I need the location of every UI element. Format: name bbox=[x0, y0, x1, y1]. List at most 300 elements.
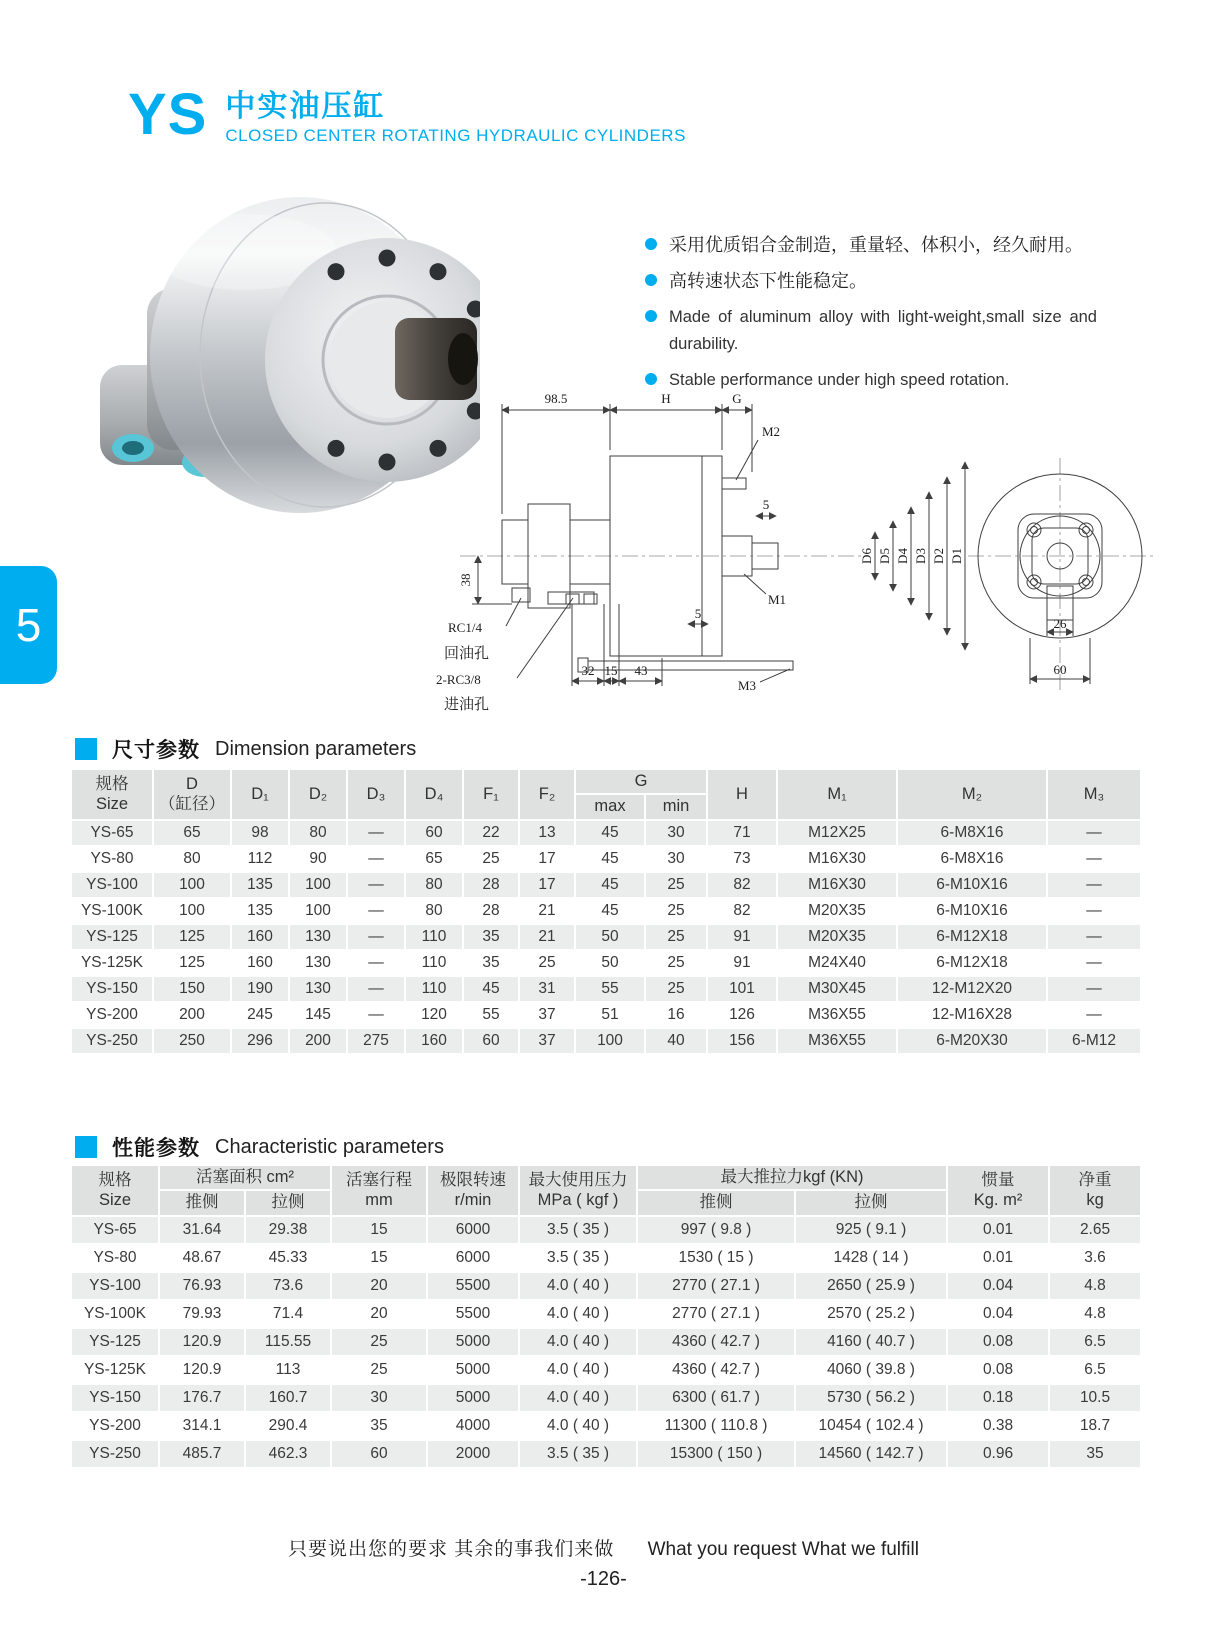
col-d3: D₃ bbox=[347, 769, 405, 820]
table-cell: — bbox=[1047, 950, 1141, 976]
table-cell: 18.7 bbox=[1049, 1412, 1141, 1440]
table-cell: 55 bbox=[463, 1002, 519, 1028]
table-cell: 51 bbox=[575, 1002, 645, 1028]
dim-D6: D6 bbox=[859, 548, 874, 564]
table-cell: 2.65 bbox=[1049, 1216, 1141, 1244]
table-cell: 4.8 bbox=[1049, 1272, 1141, 1300]
series-titles bbox=[225, 86, 686, 148]
table-cell: 4.0 ( 40 ) bbox=[519, 1300, 637, 1328]
table-row bbox=[71, 1440, 1141, 1468]
row-size-label: YS-200 bbox=[71, 1002, 153, 1028]
port-return-name: 回油孔 bbox=[444, 645, 490, 662]
table-cell: 3.6 bbox=[1049, 1244, 1141, 1272]
table-cell: 25 bbox=[331, 1328, 427, 1356]
table-cell: 13 bbox=[519, 820, 575, 846]
section-title-en: Dimension parameters bbox=[215, 737, 417, 760]
table-cell: 48.67 bbox=[159, 1244, 245, 1272]
table-cell: 45 bbox=[463, 976, 519, 1002]
dim-15: 15 bbox=[604, 663, 618, 678]
table-cell: 4160 ( 40.7 ) bbox=[795, 1328, 947, 1356]
table-cell: 25 bbox=[645, 872, 707, 898]
table-cell: 160.7 bbox=[245, 1384, 331, 1412]
feature-text: 高转速状态下性能稳定。 bbox=[669, 271, 867, 291]
table-row bbox=[71, 1356, 1141, 1384]
row-size-label: YS-200 bbox=[71, 1412, 159, 1440]
label-M2: M2 bbox=[762, 424, 781, 439]
table-cell: 15300 ( 150 ) bbox=[637, 1440, 795, 1468]
table-cell: 4.0 ( 40 ) bbox=[519, 1356, 637, 1384]
col-area-pull: 拉侧 bbox=[245, 1190, 331, 1215]
table-cell: 5500 bbox=[427, 1300, 519, 1328]
table-cell: 45 bbox=[575, 898, 645, 924]
row-size-label: YS-250 bbox=[71, 1440, 159, 1468]
table-row bbox=[71, 924, 1141, 950]
col-stroke: 活塞行程 mm bbox=[331, 1165, 427, 1216]
table-cell: 25 bbox=[645, 976, 707, 1002]
table-cell: 35 bbox=[463, 924, 519, 950]
table-cell: 997 ( 9.8 ) bbox=[637, 1216, 795, 1244]
col-m2: M₂ bbox=[897, 769, 1047, 820]
label-M1: M1 bbox=[768, 592, 787, 607]
table-cell: 25 bbox=[645, 950, 707, 976]
table-cell: 82 bbox=[707, 898, 777, 924]
chapter-tab: 5 bbox=[0, 566, 57, 684]
table-cell: M30X45 bbox=[777, 976, 897, 1002]
row-size-label: YS-250 bbox=[71, 1028, 153, 1054]
table-cell: 21 bbox=[519, 898, 575, 924]
bullet-icon bbox=[645, 274, 657, 286]
table-cell: 130 bbox=[289, 924, 347, 950]
table-cell: 3.5 ( 35 ) bbox=[519, 1244, 637, 1272]
dim-D5: D5 bbox=[877, 548, 892, 564]
table-cell: 2770 ( 27.1 ) bbox=[637, 1300, 795, 1328]
col-bore: D （缸径） bbox=[153, 769, 231, 820]
characteristic-table-header bbox=[71, 1165, 1141, 1216]
table-cell: — bbox=[1047, 820, 1141, 846]
col-g-max: max bbox=[575, 794, 645, 819]
table-cell: 200 bbox=[153, 1002, 231, 1028]
table-cell: 6-M8X16 bbox=[897, 846, 1047, 872]
table-cell: — bbox=[347, 924, 405, 950]
table-cell: 0.08 bbox=[947, 1356, 1049, 1384]
table-cell: 0.38 bbox=[947, 1412, 1049, 1440]
row-size-label: YS-150 bbox=[71, 976, 153, 1002]
table-cell: 35 bbox=[331, 1412, 427, 1440]
section-square-icon bbox=[75, 1136, 97, 1158]
row-size-label: YS-65 bbox=[71, 820, 153, 846]
table-cell: 6300 ( 61.7 ) bbox=[637, 1384, 795, 1412]
table-cell: 130 bbox=[289, 976, 347, 1002]
table-cell: 80 bbox=[289, 820, 347, 846]
slogan-chinese: 只要说出您的要求 其余的事我们来做 bbox=[288, 1539, 615, 1560]
title-chinese: 中实油压缸 bbox=[225, 90, 386, 123]
table-cell: 2770 ( 27.1 ) bbox=[637, 1272, 795, 1300]
col-g: G bbox=[575, 769, 707, 794]
table-cell: 25 bbox=[645, 924, 707, 950]
table-cell: 10454 ( 102.4 ) bbox=[795, 1412, 947, 1440]
table-cell: M36X55 bbox=[777, 1002, 897, 1028]
col-d1: D₁ bbox=[231, 769, 289, 820]
table-cell: 80 bbox=[405, 898, 463, 924]
table-cell: 10.5 bbox=[1049, 1384, 1141, 1412]
table-row bbox=[71, 846, 1141, 872]
table-cell: 12-M16X28 bbox=[897, 1002, 1047, 1028]
page-number: -126- bbox=[580, 1568, 627, 1590]
series-code: YS bbox=[128, 82, 208, 147]
table-cell: 120 bbox=[405, 1002, 463, 1028]
table-cell: 6000 bbox=[427, 1216, 519, 1244]
side-view bbox=[502, 456, 793, 672]
table-cell: — bbox=[1047, 898, 1141, 924]
row-size-label: YS-100K bbox=[71, 898, 153, 924]
table-cell: 55 bbox=[575, 976, 645, 1002]
table-cell: 6-M12X18 bbox=[897, 950, 1047, 976]
table-cell: 925 ( 9.1 ) bbox=[795, 1216, 947, 1244]
table-cell: 82 bbox=[707, 872, 777, 898]
section-characteristic bbox=[75, 1132, 444, 1162]
table-cell: 4.0 ( 40 ) bbox=[519, 1328, 637, 1356]
table-row bbox=[71, 1216, 1141, 1244]
table-cell: 125 bbox=[153, 924, 231, 950]
table-cell: 296 bbox=[231, 1028, 289, 1054]
table-row bbox=[71, 1384, 1141, 1412]
table-row bbox=[71, 976, 1141, 1002]
feature-text: Made of aluminum alloy with light-weight,small size and durability. bbox=[669, 308, 1097, 353]
slogan-english: What you request What we fulfill bbox=[647, 1539, 919, 1560]
table-cell: 20 bbox=[331, 1272, 427, 1300]
table-cell: 6-M12 bbox=[1047, 1028, 1141, 1054]
table-cell: 100 bbox=[289, 898, 347, 924]
table-cell: 4.0 ( 40 ) bbox=[519, 1272, 637, 1300]
col-g-min: min bbox=[645, 794, 707, 819]
table-cell: 135 bbox=[231, 898, 289, 924]
dim-5-top: 5 bbox=[762, 497, 770, 512]
dim-D3: D3 bbox=[913, 548, 928, 564]
dim-60: 60 bbox=[1053, 662, 1067, 677]
table-cell: 50 bbox=[575, 924, 645, 950]
table-row bbox=[71, 1002, 1141, 1028]
table-cell: 45 bbox=[575, 820, 645, 846]
page-header bbox=[128, 82, 686, 148]
dim-5-bottom: 5 bbox=[694, 606, 702, 621]
features-chinese bbox=[645, 232, 1097, 304]
table-cell: 80 bbox=[153, 846, 231, 872]
table-cell: 245 bbox=[231, 1002, 289, 1028]
bullet-icon bbox=[645, 373, 657, 385]
section-title-en: Characteristic parameters bbox=[215, 1135, 444, 1158]
table-cell: 110 bbox=[405, 976, 463, 1002]
table-cell: M20X35 bbox=[777, 924, 897, 950]
port-inlet-name: 进油孔 bbox=[444, 696, 490, 713]
row-size-label: YS-125 bbox=[71, 1328, 159, 1356]
characteristic-table bbox=[70, 1164, 1142, 1469]
feature-item bbox=[645, 268, 1097, 295]
table-cell: 6.5 bbox=[1049, 1356, 1141, 1384]
table-cell: 14560 ( 142.7 ) bbox=[795, 1440, 947, 1468]
table-cell: 101 bbox=[707, 976, 777, 1002]
table-row bbox=[71, 1028, 1141, 1054]
table-cell: 17 bbox=[519, 846, 575, 872]
dimension-table-body bbox=[71, 820, 1141, 1054]
table-cell: 4.0 ( 40 ) bbox=[519, 1384, 637, 1412]
table-cell: 160 bbox=[405, 1028, 463, 1054]
table-cell: 20 bbox=[331, 1300, 427, 1328]
characteristic-table-body bbox=[71, 1216, 1141, 1468]
table-cell: 31.64 bbox=[159, 1216, 245, 1244]
col-f2: F₂ bbox=[519, 769, 575, 820]
table-row bbox=[71, 1300, 1141, 1328]
table-cell: 4360 ( 42.7 ) bbox=[637, 1356, 795, 1384]
col-m3: M₃ bbox=[1047, 769, 1141, 820]
table-cell: 110 bbox=[405, 924, 463, 950]
table-row bbox=[71, 1244, 1141, 1272]
table-cell: 71 bbox=[707, 820, 777, 846]
table-cell: 60 bbox=[463, 1028, 519, 1054]
table-cell: M16X30 bbox=[777, 872, 897, 898]
table-cell: 76.93 bbox=[159, 1272, 245, 1300]
row-size-label: YS-100 bbox=[71, 1272, 159, 1300]
port-inlet-spec: 2-RC3/8 bbox=[436, 672, 481, 687]
table-cell: 65 bbox=[405, 846, 463, 872]
table-cell: 73.6 bbox=[245, 1272, 331, 1300]
col-area-push: 推侧 bbox=[159, 1190, 245, 1215]
table-cell: 4.0 ( 40 ) bbox=[519, 1412, 637, 1440]
dim-98-5: 98.5 bbox=[544, 391, 568, 406]
table-cell: 35 bbox=[463, 950, 519, 976]
table-cell: 2650 ( 25.9 ) bbox=[795, 1272, 947, 1300]
table-cell: 15 bbox=[331, 1216, 427, 1244]
table-cell: 0.04 bbox=[947, 1300, 1049, 1328]
table-cell: 60 bbox=[405, 820, 463, 846]
table-cell: 25 bbox=[519, 950, 575, 976]
table-cell: 120.9 bbox=[159, 1356, 245, 1384]
row-size-label: YS-100K bbox=[71, 1300, 159, 1328]
table-cell: 100 bbox=[289, 872, 347, 898]
row-size-label: YS-65 bbox=[71, 1216, 159, 1244]
table-cell: 176.7 bbox=[159, 1384, 245, 1412]
top-dimensions bbox=[502, 404, 752, 514]
dim-D1: D1 bbox=[949, 548, 964, 564]
col-force-pull: 拉侧 bbox=[795, 1190, 947, 1215]
bullet-icon bbox=[645, 238, 657, 250]
col-h: H bbox=[707, 769, 777, 820]
dimension-table bbox=[70, 768, 1142, 1055]
table-cell: 22 bbox=[463, 820, 519, 846]
table-cell: 200 bbox=[289, 1028, 347, 1054]
col-size: 规格 Size bbox=[71, 769, 153, 820]
table-cell: 45 bbox=[575, 846, 645, 872]
table-cell: 37 bbox=[519, 1002, 575, 1028]
row-size-label: YS-125K bbox=[71, 1356, 159, 1384]
table-cell: 485.7 bbox=[159, 1440, 245, 1468]
table-cell: — bbox=[1047, 846, 1141, 872]
table-row bbox=[71, 1412, 1141, 1440]
feature-item bbox=[645, 232, 1097, 259]
table-cell: M24X40 bbox=[777, 950, 897, 976]
table-cell: 79.93 bbox=[159, 1300, 245, 1328]
table-cell: 4.8 bbox=[1049, 1300, 1141, 1328]
table-cell: 1428 ( 14 ) bbox=[795, 1244, 947, 1272]
table-cell: 28 bbox=[463, 872, 519, 898]
feature-item bbox=[645, 304, 1097, 358]
dim-32: 32 bbox=[581, 663, 595, 678]
table-cell: 1530 ( 15 ) bbox=[637, 1244, 795, 1272]
table-cell: M36X55 bbox=[777, 1028, 897, 1054]
col-speed: 极限转速 r/min bbox=[427, 1165, 519, 1216]
col-piston-area: 活塞面积 cm² bbox=[159, 1165, 331, 1190]
table-cell: M12X25 bbox=[777, 820, 897, 846]
table-cell: 5000 bbox=[427, 1384, 519, 1412]
table-row bbox=[71, 1328, 1141, 1356]
table-row bbox=[71, 950, 1141, 976]
table-cell: 0.04 bbox=[947, 1272, 1049, 1300]
table-cell: — bbox=[347, 950, 405, 976]
table-cell: 135 bbox=[231, 872, 289, 898]
row-size-label: YS-80 bbox=[71, 846, 153, 872]
table-cell: 6.5 bbox=[1049, 1328, 1141, 1356]
section-square-icon bbox=[75, 738, 97, 760]
table-cell: — bbox=[347, 846, 405, 872]
table-cell: 73 bbox=[707, 846, 777, 872]
table-cell: 5000 bbox=[427, 1328, 519, 1356]
dim-H: H bbox=[661, 391, 671, 406]
row-size-label: YS-125 bbox=[71, 924, 153, 950]
table-cell: 100 bbox=[575, 1028, 645, 1054]
table-cell: 462.3 bbox=[245, 1440, 331, 1468]
feature-text: Stable performance under high speed rotation. bbox=[669, 371, 1010, 389]
table-cell: 0.01 bbox=[947, 1216, 1049, 1244]
table-cell: — bbox=[347, 898, 405, 924]
row-size-label: YS-125K bbox=[71, 950, 153, 976]
table-cell: 160 bbox=[231, 950, 289, 976]
table-cell: 80 bbox=[405, 872, 463, 898]
table-cell: 16 bbox=[645, 1002, 707, 1028]
table-cell: 25 bbox=[331, 1356, 427, 1384]
table-cell: 65 bbox=[153, 820, 231, 846]
table-cell: 12-M12X20 bbox=[897, 976, 1047, 1002]
table-cell: 45.33 bbox=[245, 1244, 331, 1272]
col-d2: D₂ bbox=[289, 769, 347, 820]
dim-26: 26 bbox=[1053, 616, 1067, 631]
col-weight: 净重 kg bbox=[1049, 1165, 1141, 1216]
table-cell: 0.01 bbox=[947, 1244, 1049, 1272]
table-cell: 100 bbox=[153, 898, 231, 924]
table-cell: 110 bbox=[405, 950, 463, 976]
table-row bbox=[71, 1272, 1141, 1300]
table-cell: 21 bbox=[519, 924, 575, 950]
table-cell: 115.55 bbox=[245, 1328, 331, 1356]
table-row bbox=[71, 820, 1141, 846]
section-dimension bbox=[75, 734, 416, 764]
table-cell: 190 bbox=[231, 976, 289, 1002]
row-size-label: YS-80 bbox=[71, 1244, 159, 1272]
table-cell: 91 bbox=[707, 924, 777, 950]
port-return-spec: RC1/4 bbox=[448, 620, 482, 635]
table-cell: 35 bbox=[1049, 1440, 1141, 1468]
table-cell: 113 bbox=[245, 1356, 331, 1384]
row-size-label: YS-150 bbox=[71, 1384, 159, 1412]
section-title-cn: 尺寸参数 bbox=[112, 739, 200, 762]
table-cell: M20X35 bbox=[777, 898, 897, 924]
table-cell: 120.9 bbox=[159, 1328, 245, 1356]
table-cell: 6-M20X30 bbox=[897, 1028, 1047, 1054]
table-cell: 29.38 bbox=[245, 1216, 331, 1244]
table-cell: 0.18 bbox=[947, 1384, 1049, 1412]
table-cell: — bbox=[1047, 1002, 1141, 1028]
table-cell: M16X30 bbox=[777, 846, 897, 872]
table-cell: 98 bbox=[231, 820, 289, 846]
table-row bbox=[71, 898, 1141, 924]
col-size: 规格 Size bbox=[71, 1165, 159, 1216]
table-cell: — bbox=[347, 976, 405, 1002]
dim-38: 38 bbox=[458, 573, 473, 587]
label-M3: M3 bbox=[738, 678, 757, 693]
footer-slogan bbox=[0, 1534, 1207, 1561]
feature-text: 采用优质铝合金制造，重量轻、体积小，经久耐用。 bbox=[669, 235, 1083, 255]
table-cell: 2570 ( 25.2 ) bbox=[795, 1300, 947, 1328]
table-cell: 30 bbox=[645, 846, 707, 872]
col-force: 最大推拉力kgf (KN) bbox=[637, 1165, 947, 1190]
table-cell: 4360 ( 42.7 ) bbox=[637, 1328, 795, 1356]
table-cell: 290.4 bbox=[245, 1412, 331, 1440]
table-cell: 150 bbox=[153, 976, 231, 1002]
table-cell: — bbox=[1047, 924, 1141, 950]
dim-D2: D2 bbox=[931, 548, 946, 564]
table-cell: 0.08 bbox=[947, 1328, 1049, 1356]
dim-D4: D4 bbox=[895, 548, 910, 564]
table-cell: — bbox=[1047, 976, 1141, 1002]
table-cell: 3.5 ( 35 ) bbox=[519, 1440, 637, 1468]
table-cell: — bbox=[1047, 872, 1141, 898]
table-cell: 50 bbox=[575, 950, 645, 976]
table-cell: 40 bbox=[645, 1028, 707, 1054]
table-cell: 160 bbox=[231, 924, 289, 950]
table-cell: 17 bbox=[519, 872, 575, 898]
col-inertia: 惯量 Kg. m² bbox=[947, 1165, 1049, 1216]
table-cell: 11300 ( 110.8 ) bbox=[637, 1412, 795, 1440]
table-cell: 2000 bbox=[427, 1440, 519, 1468]
table-cell: 5500 bbox=[427, 1272, 519, 1300]
col-m1: M₁ bbox=[777, 769, 897, 820]
dimension-table-header bbox=[71, 769, 1141, 820]
table-cell: 126 bbox=[707, 1002, 777, 1028]
table-cell: 125 bbox=[153, 950, 231, 976]
bullet-icon bbox=[645, 310, 657, 322]
table-cell: 30 bbox=[331, 1384, 427, 1412]
table-cell: 4000 bbox=[427, 1412, 519, 1440]
table-cell: 6000 bbox=[427, 1244, 519, 1272]
table-cell: 100 bbox=[153, 872, 231, 898]
table-cell: 25 bbox=[463, 846, 519, 872]
technical-drawing bbox=[420, 388, 1180, 713]
col-d4: D₄ bbox=[405, 769, 463, 820]
table-cell: — bbox=[347, 820, 405, 846]
table-cell: — bbox=[347, 1002, 405, 1028]
table-cell: 3.5 ( 35 ) bbox=[519, 1216, 637, 1244]
table-cell: 250 bbox=[153, 1028, 231, 1054]
table-cell: 71.4 bbox=[245, 1300, 331, 1328]
table-cell: 4060 ( 39.8 ) bbox=[795, 1356, 947, 1384]
table-cell: 31 bbox=[519, 976, 575, 1002]
table-cell: 0.96 bbox=[947, 1440, 1049, 1468]
table-cell: 91 bbox=[707, 950, 777, 976]
col-force-push: 推侧 bbox=[637, 1190, 795, 1215]
table-cell: 25 bbox=[645, 898, 707, 924]
table-cell: 5000 bbox=[427, 1356, 519, 1384]
table-cell: 5730 ( 56.2 ) bbox=[795, 1384, 947, 1412]
table-cell: 130 bbox=[289, 950, 347, 976]
table-cell: 60 bbox=[331, 1440, 427, 1468]
